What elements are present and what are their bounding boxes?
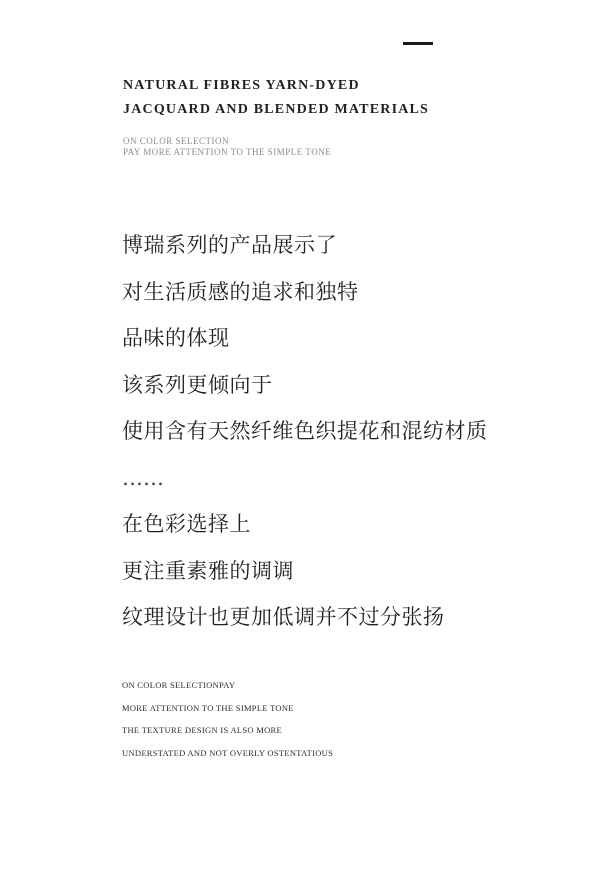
chinese-line: 更注重素雅的调调 bbox=[122, 558, 294, 583]
chinese-line: 在色彩选择上 bbox=[122, 512, 251, 536]
subheading bbox=[123, 136, 331, 158]
english-description bbox=[122, 674, 333, 764]
chinese-line: 对生活质感的追求和独特 bbox=[122, 279, 359, 304]
ellipsis: …… bbox=[122, 465, 164, 490]
english-line: UNDERSTATED AND NOT OVERLY OSTENTATIOUS bbox=[122, 747, 334, 758]
chinese-line: 纹理设计也更加低调并不过分张扬 bbox=[122, 605, 445, 629]
english-line: MORE ATTENTION TO THE SIMPLE TONE bbox=[122, 702, 294, 713]
heading-line-1: NATURAL FIBRES YARN-DYED bbox=[123, 78, 360, 93]
heading bbox=[123, 74, 429, 122]
chinese-line: 品味的体现 bbox=[122, 326, 230, 350]
chinese-line: 该系列更倾向于 bbox=[122, 372, 273, 397]
chinese-description bbox=[122, 222, 582, 641]
heading-line-2: JACQUARD AND BLENDED MATERIALS bbox=[123, 102, 430, 117]
subheading-line-2: PAY MORE ATTENTION TO THE SIMPLE TONE bbox=[123, 147, 332, 157]
chinese-line: 博瑞系列的产品展示了 bbox=[122, 233, 337, 257]
english-line: ON COLOR SELECTIONPAY bbox=[122, 680, 236, 690]
subheading-line-1: ON COLOR SELECTION bbox=[123, 136, 229, 146]
accent-bar bbox=[403, 42, 433, 45]
english-line: THE TEXTURE DESIGN IS ALSO MORE bbox=[122, 725, 283, 735]
chinese-line: 使用含有天然纤维色织提花和混纺材质 bbox=[122, 419, 488, 443]
